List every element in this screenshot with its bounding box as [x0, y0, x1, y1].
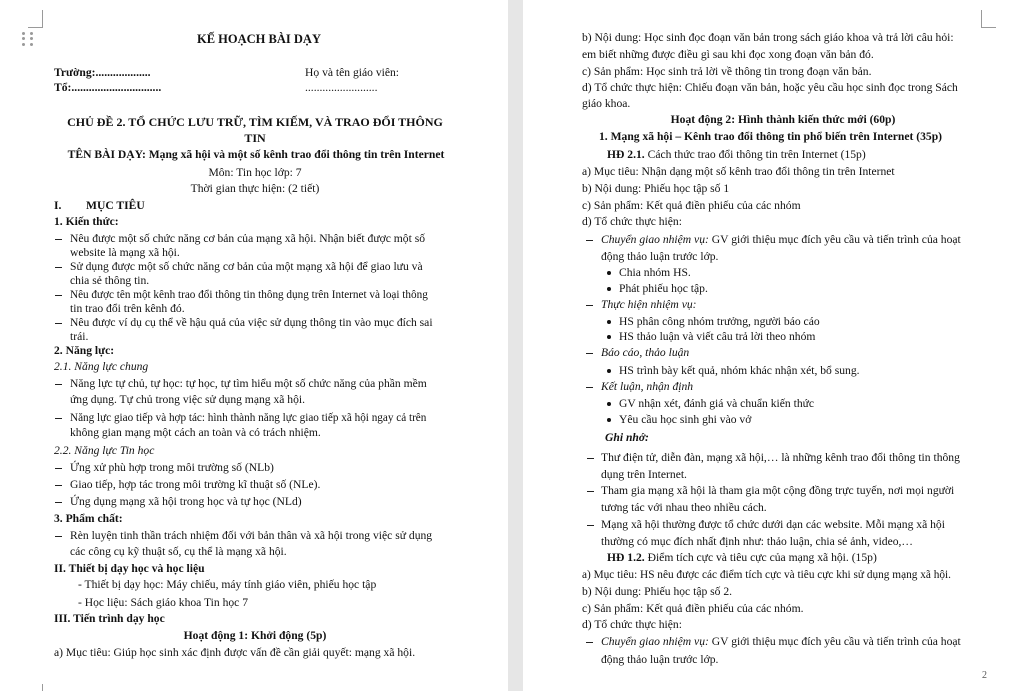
knowledge-item-cont: trái.	[70, 330, 89, 343]
it-item: Ứng xử phù hợp trong môi trường số (NLb)	[70, 461, 274, 474]
hd21-heading	[607, 148, 866, 162]
content-line: b) Nội dung: Học sinh đọc đoạn văn bản trong sách giáo khoa và trả lời câu hỏi:	[582, 31, 954, 44]
it-item: Ứng dụng mạng xã hội trong học và tự học (NLd)	[70, 495, 302, 508]
knowledge-item: Nêu được ví dụ cụ thể về hậu quả của việc sử dụng thông tin vào mục đích sai	[70, 316, 433, 329]
objective-line: a) Mục tiêu: Nhận dạng một số kênh trao đổi thông tin trên Internet	[582, 165, 895, 178]
general-item: Năng lực tự chủ, tự học: tự học, tự tìm hiểu một số chức năng của phần mềm	[70, 377, 427, 390]
drag-handle-icon[interactable]	[22, 32, 34, 46]
knowledge-item-cont: website là mạng xã hội.	[70, 246, 180, 259]
organize-line: d) Tổ chức thực hiện:	[582, 215, 682, 228]
activity-1-objective: a) Mục tiêu: Giúp học sinh xác định được vấn đề cần giải quyết: mạng xã hội.	[54, 646, 416, 659]
report-label: Báo cáo, thảo luận	[601, 346, 690, 359]
product-line: c) Sản phẩm: Học sinh trả lời về thông tin trong đoạn văn bản.	[582, 65, 872, 78]
bullet-dot	[607, 402, 611, 406]
transfer-task-cont: động thảo luận trước lớp.	[601, 653, 719, 666]
dash-bullet	[55, 384, 62, 385]
transfer-task-cont: động thảo luận trước lớp.	[601, 250, 719, 263]
subject-line: Môn: Tin học lớp: 7	[208, 166, 302, 179]
bullet-dot	[607, 418, 611, 422]
transfer-task-label: Chuyển giao nhiệm vụ:	[601, 635, 709, 648]
dash-bullet	[55, 418, 62, 419]
bullet-item: GV nhận xét, đánh giá và chuẩn kiến thức	[619, 397, 815, 410]
subsection-1-heading: 1. Mạng xã hội – Kênh trao đổi thông tin phổ biến trên Internet (35p)	[599, 130, 943, 143]
hd12-text: Điểm tích cực và tiêu cực của mạng xã hội. (15p)	[644, 551, 877, 564]
bullet-item: Chia nhóm HS.	[619, 266, 691, 279]
note-item: Mạng xã hội thường được tổ chức dưới dạn các website. Mỗi mạng xã hội	[601, 518, 945, 531]
general-item-cont: ứng dụng. Tự chủ trong việc sử dụng mạng xã hội.	[70, 393, 306, 406]
section-heading: MỤC TIÊU	[86, 199, 145, 212]
crop-mark	[981, 10, 982, 28]
dash-bullet	[587, 491, 594, 492]
bullet-dot	[607, 335, 611, 339]
crop-mark	[42, 684, 43, 691]
content-line: b) Nội dung: Phiếu học tập số 2.	[582, 585, 733, 598]
transfer-task-text: GV giới thiệu mục đích yêu cầu và tiến trình của hoạt	[708, 233, 961, 246]
document-title: KẾ HOẠCH BÀI DẠY	[197, 32, 321, 46]
hd21-text: Cách thức trao đổi thông tin trên Internet (15p)	[644, 148, 866, 161]
dash-bullet	[55, 239, 62, 240]
equipment-line: - Thiết bị dạy học: Máy chiếu, máy tính giáo viên, phiếu học tập	[78, 578, 377, 591]
note-item-cont: dụng trên Internet.	[601, 468, 687, 481]
bullet-dot	[607, 369, 611, 373]
dash-bullet	[586, 642, 593, 643]
bullet-item: Yêu cầu học sinh ghi vào vở	[619, 413, 752, 426]
knowledge-item: Sử dụng được một số chức năng cơ bản của một mạng xã hội để giao lưu và	[70, 260, 423, 273]
transfer-task-line	[601, 635, 961, 649]
school-field: Trường:...................	[54, 66, 151, 79]
content-line: b) Nội dung: Phiếu học tập số 1	[582, 182, 730, 195]
it-competence-heading: 2.2. Năng lực Tin học	[54, 444, 155, 457]
general-item: Năng lực giao tiếp và hợp tác: hình thành năng lực giao tiếp xã hội ngay cả trên	[70, 412, 427, 424]
section-3-heading: III. Tiến trình dạy học	[54, 612, 165, 625]
crop-mark	[42, 10, 43, 28]
document-page-2	[523, 0, 1021, 691]
bullet-dot	[607, 320, 611, 324]
perform-task-label: Thực hiện nhiệm vụ:	[601, 298, 697, 311]
quality-heading: 3. Phẩm chất:	[54, 512, 123, 525]
crop-mark	[982, 27, 996, 28]
hd12-label: HĐ 1.2.	[607, 551, 645, 564]
team-field: Tổ:...............................	[54, 81, 162, 94]
competence-heading: 2. Năng lực:	[54, 344, 115, 357]
note-item: Tham gia mạng xã hội là tham gia một cộng đồng trực tuyến, nơi mọi người	[601, 484, 955, 497]
bullet-item: HS trình bày kết quả, nhóm khác nhận xét, bổ sung.	[619, 364, 860, 377]
topic-heading-cont: TIN	[244, 131, 266, 145]
objective-line: a) Mục tiêu: HS nêu được các điểm tích cực và tiêu cực khi sử dụng mạng xã hội.	[582, 569, 951, 581]
knowledge-item: Nêu được một số chức năng cơ bản của mạng xã hội. Nhận biết được một số	[70, 232, 426, 245]
section-2-heading: II. Thiết bị dạy học và học liệu	[54, 562, 205, 575]
dash-bullet	[586, 387, 593, 388]
content-line-cont: em biết những được điều gì sau khi đọc xong đoạn văn bản đó.	[582, 48, 874, 61]
activity-1-heading: Hoạt động 1: Khởi động (5p)	[183, 629, 327, 642]
dash-bullet	[55, 295, 62, 296]
note-item: Thư điện tử, diễn đàn, mạng xã hội,… là những kênh trao đổi thông tin thông	[601, 451, 960, 464]
dash-bullet	[587, 458, 594, 459]
teacher-name-label: Họ và tên giáo viên:	[305, 66, 400, 79]
lesson-name: TÊN BÀI DẠY: Mạng xã hội và một số kênh trao đổi thông tin trên Internet	[67, 148, 445, 161]
duration-line: Thời gian thực hiện: (2 tiết)	[190, 182, 320, 195]
bullet-dot	[607, 271, 611, 275]
dash-bullet	[587, 525, 594, 526]
dash-bullet	[55, 267, 62, 268]
general-competence-heading	[54, 360, 148, 374]
crop-mark	[28, 27, 42, 28]
dash-bullet	[586, 240, 593, 241]
organize-line-cont: giáo khoa.	[582, 97, 631, 110]
transfer-task-text: GV giới thiệu mục đích yêu cầu và tiến trình của hoạt	[708, 635, 961, 648]
bullet-dot	[607, 287, 611, 291]
dash-bullet	[586, 305, 593, 306]
quality-item-cont: các công cụ kỹ thuật số, cụ thể là mạng xã hội.	[70, 545, 287, 558]
hd21-label: HĐ 2.1.	[607, 148, 645, 161]
it-item: Giao tiếp, hợp tác trong môi trường kĩ thuật số (NLe).	[70, 478, 321, 491]
knowledge-item-cont: tin trao đổi trên kênh đó.	[70, 302, 185, 315]
document-page-1	[0, 0, 508, 691]
product-line: c) Sản phẩm: Kết quả điền phiếu của các nhóm	[582, 199, 801, 212]
product-line: c) Sản phẩm: Kết quả điền phiếu của các nhóm.	[582, 602, 804, 615]
hd12-heading	[607, 551, 877, 565]
note-item-cont: tương tác với nhau theo nhiều cách.	[601, 501, 767, 514]
transfer-task-label: Chuyển giao nhiệm vụ:	[601, 233, 709, 246]
page-number: 2	[982, 670, 987, 681]
note-item-cont: thường có mục đích nhất định như: thảo luận, chia sẻ ảnh, video,…	[601, 535, 914, 548]
dash-bullet	[55, 485, 62, 486]
bullet-item: Phát phiếu học tập.	[619, 282, 708, 295]
knowledge-heading: 1. Kiến thức:	[54, 215, 119, 228]
conclude-label: Kết luận, nhận định	[601, 380, 694, 393]
activity-2-heading: Hoạt động 2: Hình thành kiến thức mới (60p)	[670, 113, 896, 126]
topic-heading: CHỦ ĐỀ 2. TỔ CHỨC LƯU TRỮ, TÌM KIẾM, VÀ TRAO ĐỔI THÔNG	[67, 115, 443, 129]
materials-line: - Học liệu: Sách giáo khoa Tin học 7	[78, 596, 249, 609]
general-item-cont: không gian mạng một cách an toàn và có trách nhiệm.	[70, 426, 321, 439]
dash-bullet	[55, 323, 62, 324]
knowledge-item: Nêu được tên một kênh trao đổi thông tin thông dụng trên Internet và loại thông	[70, 289, 428, 301]
transfer-task-line	[601, 233, 961, 247]
organize-line: d) Tổ chức thực hiện: Chiếu đoạn văn bản, hoặc yêu cầu học sinh đọc trong Sách	[582, 81, 958, 94]
dash-bullet	[55, 502, 62, 503]
general-competence-text: 2.1. Năng lực chung	[54, 360, 149, 373]
bullet-item: HS thảo luận và viết câu trả lời theo nhóm	[619, 330, 816, 343]
bullet-item: HS phân công nhóm trưởng, người báo cáo	[619, 315, 820, 328]
dash-bullet	[586, 353, 593, 354]
organize-line: d) Tổ chức thực hiện:	[582, 618, 682, 631]
section-number: I.	[54, 199, 62, 212]
note-heading: Ghi nhớ:	[605, 431, 649, 444]
dash-bullet	[55, 468, 62, 469]
quality-item: Rèn luyện tinh thần trách nhiệm đối với bản thân và xã hội trong việc sử dụng	[70, 529, 433, 542]
dash-bullet	[55, 536, 62, 537]
knowledge-item-cont: chia sẻ thông tin.	[70, 274, 150, 287]
teacher-name-dots: .........................	[305, 81, 378, 94]
